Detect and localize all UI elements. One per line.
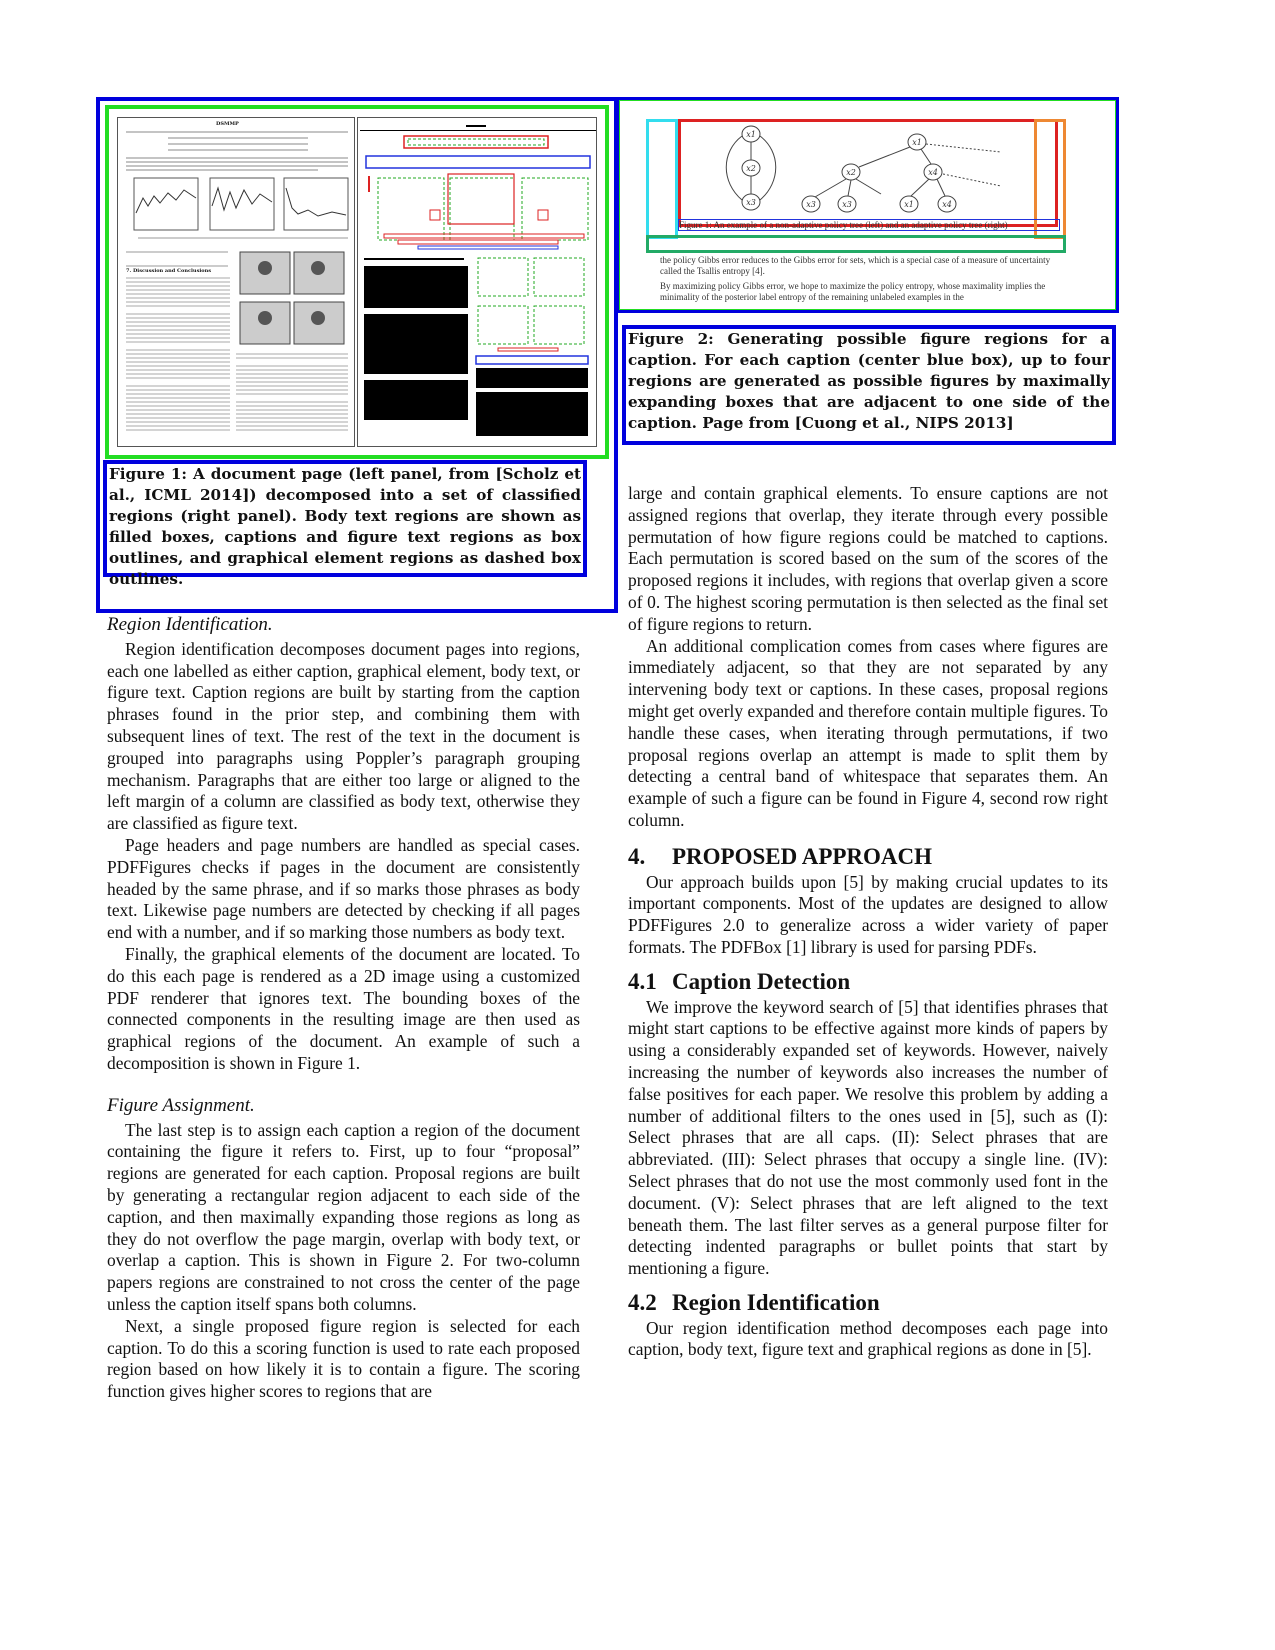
figure-2-caption: Figure 2: Generating possible figure regions for a caption. For each caption (center blue box), up to four regions are generated as possible figures by maximally expanding boxes that are adjacent to one side of the caption. Page from [Cuong et al., NIPS 2013] (622, 325, 1116, 445)
figure-2-inner-caption: Figure 1: An example of a non-adaptive policy tree (left) and an adaptive policy tree (right) (678, 219, 1060, 231)
tree-node-right-7: x4 (942, 200, 952, 209)
section-number: 4.1 (628, 968, 657, 994)
paragraph: An additional complication comes from cases where figures are immediately adjacent, so that they are not separated by any intervening body text or captions. In these cases, proposal regions might get overly expanded and therefore contain multiple figures. To handle these cases, when iterating through permutations, if two proposal regions overlap an attempt is made to split them by detecting a central band of whitespace that separates them. An example of such a figure can be found in Figure 4, second row right column. (628, 635, 1108, 830)
classified-regions-art (358, 118, 598, 448)
tree-node-right-4: x3 (806, 200, 816, 209)
paragraph: Our approach builds upon [5] by making crucial updates to its important components. Most of the updates are designed to allow PDFFigures 2.0 to generalize across a wider variety of paper formats. The PDFBox [1] library is used for parsing PDFs. (628, 871, 1108, 957)
thumbnail-page-art (118, 118, 356, 448)
tree-node-left-2: x2 (746, 164, 756, 173)
section-4-2-heading (628, 1289, 1108, 1315)
paragraph: Finally, the graphical elements of the document are located. To do this each page is rendered as a 2D image using a customized PDF renderer that ignores text. The bounding boxes of the connected components in the resulting image are then used as graphical regions of the document. An example of such a decomposition is shown in Figure 1. (107, 943, 580, 1073)
paragraph: The last step is to assign each caption a region of the document containing the figure it refers to. First, up to four “proposal” regions are generated for each caption. Proposal regions are built by generating a rectangular region adjacent to each side of the caption, and then maximally expanding those regions as long as they do not overflow the page margin, overlap with body text, or overlap a caption. This is shown in Figure 2. For two-column papers regions are constrained to not cross the center of the page unless the caption itself spans both columns. (107, 1119, 580, 1314)
tree-node-right-6: x1 (904, 200, 914, 209)
figure-1-classified-regions-panel (357, 117, 597, 447)
figure-1-caption: Figure 1: A document page (left panel, from [Scholz et al., ICML 2014]) decomposed into a set of classified regions (right panel). Body text regions are shown as filled boxes, captions and figure text regions as box outlines, and graphical element regions as dashed box outlines. (103, 460, 587, 577)
section-title: Region Identification (672, 1289, 880, 1315)
tree-node-right-2: x2 (846, 168, 856, 177)
tree-node-left-1: x1 (746, 130, 756, 139)
section-number: 4. (628, 843, 646, 869)
figure-2-inner-text-1: the policy Gibbs error reduces to the Gibbs error for sets, which is a special case of a measure of uncertainty called the Tsallis entropy [4]. (660, 255, 1051, 276)
section-4-heading (628, 843, 1108, 869)
policy-tree-diagram (681, 122, 1055, 224)
tree-node-right-5: x3 (842, 200, 852, 209)
tree-node-right-1: x1 (912, 138, 922, 147)
figure-2 (616, 97, 1119, 313)
figure-1-source-page-thumbnail (117, 117, 355, 447)
figure-assignment-heading: Figure Assignment. (107, 1094, 255, 1116)
figure-2-inner-text-2: By maximizing policy Gibbs error, we hope to maximize the policy entropy, whose maximality implies the minimality of the posterior label entropy of the remaining unlabeled examples in the (660, 281, 1046, 302)
proposal-region-top (678, 119, 1058, 227)
thumb-section-heading: 7. Discussion and Conclusions (126, 268, 212, 274)
paragraph: Region identification decomposes document pages into regions, each one labelled as either caption, graphical element, body text, or figure text. Caption regions are built by starting from the caption phrases found in the prior step, and combining them with subsequent lines of text. The rest of the text in the document is grouped into paragraphs using Poppler’s paragraph grouping mechanism. Paragraphs that are either too large or aligned to the left margin of a column are classified as body text, otherwise they are classified as figure text. (107, 638, 580, 834)
right-column (628, 483, 1108, 1361)
paragraph: large and contain graphical elements. To ensure captions are not assigned regions that overlap, they iterate through every possible permutation of how figure regions could be matched to captions. Each permutation is scored based on the sum of the scores of the proposed regions it includes, with regions that overlap given a score of 0. The highest scoring permutation is then selected as the final set of figure regions to return. (628, 483, 1108, 634)
section-4-1-heading (628, 968, 1108, 994)
section-title: Caption Detection (672, 968, 851, 994)
paragraph: Our region identification method decomposes each page into caption, body text, figure text and graphical regions as done in [5]. (628, 1317, 1108, 1360)
tree-node-right-3: x4 (928, 168, 938, 177)
paragraph: We improve the keyword search of [5] that identifies phrases that might start captions to be effective against more kinds of papers by using a considerably expanded set of keywords. However, naively increasing the number of keywords also increases the number of false positives for each paper. We resolve this problem by adding a number of additional filters to the ones used in [5], such as (I): Select phrases that are all caps. (II): Select phrases that are abbreviated. (III): Select phrases that occupy a single line. (IV): Select phrases that do not use the most commonly used font in the document. (V): Select phrases that are left aligned to the text beneath them. The last filter serves as a general purpose filter for detecting indented paragraphs or bullet points that start by mentioning a figure. (628, 996, 1108, 1279)
tree-node-left-3: x3 (746, 198, 756, 207)
proposal-region-bottom (646, 235, 1066, 253)
proposal-region-left (646, 119, 678, 239)
section-number: 4.2 (628, 1289, 657, 1315)
figure-1-graphic-region (105, 105, 609, 459)
section-title: PROPOSED APPROACH (672, 843, 933, 869)
region-identification-heading: Region Identification. (107, 614, 273, 635)
paragraph: Page headers and page numbers are handled as special cases. PDFFigures checks if pages in the document are consistently headed by the same phrase, and if so marks those phrases as body text. Likewise page numbers are detected by checking if all pages end with a number, and if so marking those numbers as body text. (107, 834, 580, 943)
left-column (107, 614, 580, 1403)
thumb-title: DSMMP (216, 121, 239, 127)
paragraph: Next, a single proposed figure region is selected for each caption. To do this a scoring function is used to rate each proposed region based on how likely it is to contain a figure. The scoring function gives higher scores to regions that are (107, 1315, 580, 1402)
